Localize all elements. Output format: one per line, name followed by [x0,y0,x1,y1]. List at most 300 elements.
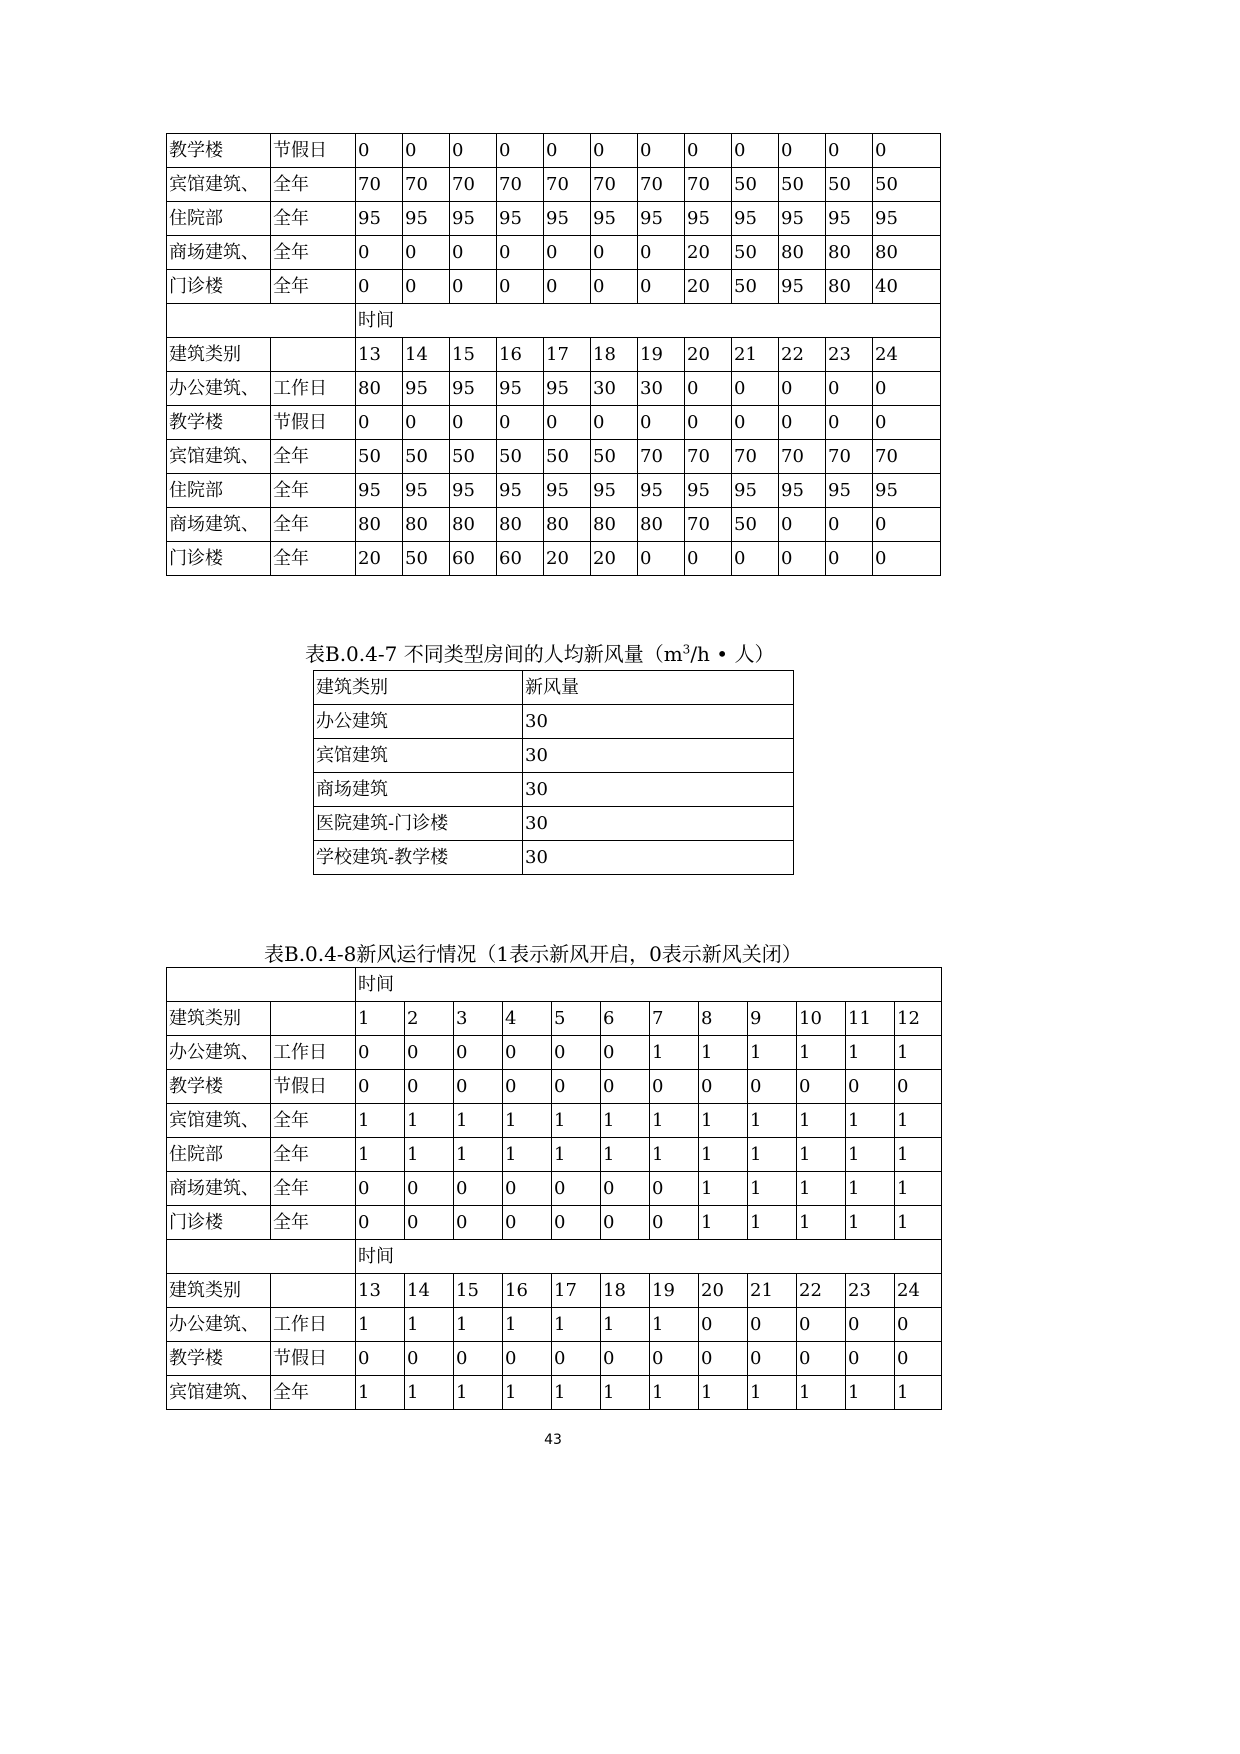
hour-cell: 16 [497,338,544,372]
value-cell: 0 [601,1172,650,1206]
value-cell: 95 [544,202,591,236]
hour-cell: 11 [846,1002,895,1036]
table8-time-row-1 [167,968,942,1036]
value-cell: 0 [732,542,779,576]
value-cell: 0 [895,1342,942,1376]
day-type-cell: 工作日 [271,1036,356,1070]
value-cell: 50 [779,168,826,202]
value-cell: 1 [650,1036,699,1070]
day-type-cell: 全年 [271,542,356,576]
value-cell: 0 [685,542,732,576]
value-cell: 0 [454,1206,503,1240]
value-cell: 1 [748,1036,797,1070]
table-row [167,304,941,338]
table-row [167,168,941,202]
value-cell: 1 [601,1308,650,1342]
day-type-cell: 30 [523,773,794,807]
value-cell: 1 [650,1138,699,1172]
value-cell: 95 [732,202,779,236]
table-row [314,841,794,875]
value-cell: 0 [732,372,779,406]
value-cell: 0 [591,270,638,304]
table-row [167,134,941,168]
building-type-cell: 办公建筑 [314,705,523,739]
value-cell: 0 [797,1342,846,1376]
blank-cell [167,968,356,1002]
value-cell: 1 [552,1308,601,1342]
value-cell: 20 [685,270,732,304]
header-label: 建筑类别 [167,1002,271,1036]
value-cell: 0 [846,1070,895,1104]
blank-cell [167,1240,356,1274]
building-type-cell: 门诊楼 [167,1206,271,1240]
value-cell: 0 [699,1070,748,1104]
value-cell: 95 [873,474,941,508]
value-cell: 1 [797,1376,846,1410]
value-cell: 0 [797,1308,846,1342]
table-row [167,1206,942,1240]
value-cell: 1 [699,1104,748,1138]
value-cell: 0 [873,542,941,576]
table7-caption-suffix: /h • 人） [690,642,775,666]
value-cell: 0 [450,406,497,440]
value-cell: 1 [454,1308,503,1342]
value-cell: 0 [552,1070,601,1104]
value-cell: 50 [826,168,873,202]
value-cell: 1 [846,1376,895,1410]
value-cell: 1 [356,1138,405,1172]
value-cell: 0 [732,134,779,168]
value-cell: 70 [732,440,779,474]
value-cell: 50 [403,440,450,474]
value-cell: 50 [403,542,450,576]
value-cell: 1 [503,1308,552,1342]
blank-cell [271,1002,356,1036]
value-cell: 0 [552,1206,601,1240]
value-cell: 95 [450,372,497,406]
fresh-air-operation-table [166,967,942,1410]
value-cell: 95 [591,202,638,236]
value-cell: 0 [779,406,826,440]
value-cell: 0 [638,270,685,304]
value-cell: 0 [685,372,732,406]
value-cell: 50 [873,168,941,202]
day-type-cell: 节假日 [271,1070,356,1104]
value-cell: 0 [748,1342,797,1376]
value-cell: 0 [748,1070,797,1104]
building-type-cell: 商场建筑 [314,773,523,807]
table-row [167,1342,942,1376]
value-cell: 0 [503,1036,552,1070]
time-label: 时间 [356,1240,942,1274]
table7-body [314,671,794,875]
hour-cell: 7 [650,1002,699,1036]
value-cell: 20 [544,542,591,576]
value-cell: 1 [748,1104,797,1138]
value-cell: 1 [356,1104,405,1138]
hour-cell: 24 [873,338,941,372]
table-row [167,1376,942,1410]
value-cell: 0 [638,542,685,576]
hour-cell: 5 [552,1002,601,1036]
time-label: 时间 [356,968,942,1002]
value-cell: 0 [601,1036,650,1070]
value-cell: 1 [699,1138,748,1172]
value-cell: 0 [454,1172,503,1206]
table7-caption-prefix: 表B.0.4-7 不同类型房间的人均新风量（m [305,642,683,666]
value-cell: 0 [779,372,826,406]
value-cell: 0 [591,406,638,440]
table-row [314,807,794,841]
value-cell: 95 [450,474,497,508]
value-cell: 0 [405,1206,454,1240]
day-type-cell: 工作日 [271,1308,356,1342]
building-type-cell: 宾馆建筑、 [167,168,271,202]
value-cell: 80 [450,508,497,542]
value-cell: 0 [650,1342,699,1376]
value-cell: 95 [356,474,403,508]
value-cell: 0 [732,406,779,440]
value-cell: 0 [454,1342,503,1376]
table-row [167,1104,942,1138]
value-cell: 95 [356,202,403,236]
hour-cell: 22 [797,1274,846,1308]
hour-cell: 17 [544,338,591,372]
blank-cell [167,304,356,338]
value-cell: 1 [699,1376,748,1410]
hour-cell: 16 [503,1274,552,1308]
table-row [167,1036,942,1070]
value-cell: 0 [544,270,591,304]
building-type-cell: 商场建筑、 [167,236,271,270]
value-cell: 95 [826,474,873,508]
value-cell: 80 [356,372,403,406]
value-cell: 1 [846,1104,895,1138]
value-cell: 70 [544,168,591,202]
table-row [167,1308,942,1342]
day-type-cell: 全年 [271,168,356,202]
value-cell: 0 [638,406,685,440]
value-cell: 0 [601,1070,650,1104]
day-type-cell: 30 [523,705,794,739]
day-type-cell: 30 [523,841,794,875]
table8-caption: 表B.0.4-8新风运行情况（1表示新风开启，0表示新风关闭） [264,942,802,966]
value-cell: 70 [450,168,497,202]
value-cell: 1 [601,1104,650,1138]
value-cell: 80 [544,508,591,542]
value-cell: 1 [454,1138,503,1172]
hour-cell: 8 [699,1002,748,1036]
value-cell: 1 [748,1138,797,1172]
value-cell: 0 [779,134,826,168]
day-type-cell: 节假日 [271,1342,356,1376]
value-cell: 40 [873,270,941,304]
value-cell: 1 [454,1376,503,1410]
building-type-cell: 住院部 [167,1138,271,1172]
fresh-air-volume-table [313,670,794,875]
day-type-cell: 全年 [271,1376,356,1410]
value-cell: 1 [503,1104,552,1138]
hour-cell: 21 [748,1274,797,1308]
building-type-cell: 商场建筑、 [167,508,271,542]
hour-cell: 23 [846,1274,895,1308]
value-cell: 1 [895,1138,942,1172]
hour-cell: 14 [405,1274,454,1308]
value-cell: 1 [503,1376,552,1410]
hour-cell: 9 [748,1002,797,1036]
value-cell: 0 [503,1070,552,1104]
value-cell: 0 [356,270,403,304]
value-cell: 1 [699,1172,748,1206]
column-header: 新风量 [523,671,794,705]
blank-cell [271,338,356,372]
value-cell: 0 [797,1070,846,1104]
value-cell: 80 [356,508,403,542]
table-row [167,542,941,576]
value-cell: 0 [552,1036,601,1070]
building-type-cell: 住院部 [167,202,271,236]
value-cell: 50 [732,236,779,270]
table-row [314,705,794,739]
value-cell: 0 [638,134,685,168]
hour-cell: 13 [356,1274,405,1308]
building-type-cell: 教学楼 [167,1342,271,1376]
value-cell: 0 [699,1342,748,1376]
table-row [167,1274,942,1308]
value-cell: 1 [405,1308,454,1342]
value-cell: 95 [873,202,941,236]
value-cell: 95 [638,474,685,508]
value-cell: 0 [405,1172,454,1206]
value-cell: 0 [873,134,941,168]
hour-cell: 3 [454,1002,503,1036]
hour-cell: 1 [356,1002,405,1036]
value-cell: 30 [638,372,685,406]
value-cell: 1 [356,1376,405,1410]
table-row [314,739,794,773]
table-row [167,1070,942,1104]
value-cell: 95 [544,372,591,406]
value-cell: 1 [552,1138,601,1172]
value-cell: 70 [826,440,873,474]
value-cell: 0 [826,134,873,168]
value-cell: 60 [497,542,544,576]
table-row [167,372,941,406]
value-cell: 1 [797,1206,846,1240]
table-row [167,270,941,304]
day-type-cell: 全年 [271,236,356,270]
value-cell: 95 [779,202,826,236]
hour-cell: 14 [403,338,450,372]
building-type-cell: 教学楼 [167,134,271,168]
day-type-cell: 全年 [271,440,356,474]
hour-cell: 6 [601,1002,650,1036]
building-type-cell: 医院建筑-门诊楼 [314,807,523,841]
header-label: 建筑类别 [167,1274,271,1308]
value-cell: 1 [650,1104,699,1138]
value-cell: 1 [846,1172,895,1206]
value-cell: 1 [405,1138,454,1172]
value-cell: 0 [450,270,497,304]
value-cell: 0 [544,134,591,168]
value-cell: 0 [552,1342,601,1376]
value-cell: 50 [732,508,779,542]
value-cell: 0 [748,1308,797,1342]
value-cell: 0 [601,1342,650,1376]
table-row [167,1002,942,1036]
value-cell: 1 [846,1138,895,1172]
column-header: 建筑类别 [314,671,523,705]
value-cell: 95 [779,270,826,304]
value-cell: 0 [650,1206,699,1240]
value-cell: 0 [405,1342,454,1376]
value-cell: 1 [895,1036,942,1070]
value-cell: 1 [405,1104,454,1138]
building-type-cell: 住院部 [167,474,271,508]
top-table-time-row [167,304,941,372]
value-cell: 0 [405,1070,454,1104]
value-cell: 0 [503,1206,552,1240]
header-label: 建筑类别 [167,338,271,372]
day-type-cell: 节假日 [271,406,356,440]
value-cell: 0 [591,236,638,270]
value-cell: 50 [732,270,779,304]
value-cell: 70 [497,168,544,202]
value-cell: 0 [403,270,450,304]
hour-cell: 18 [601,1274,650,1308]
hour-cell: 19 [650,1274,699,1308]
value-cell: 1 [748,1206,797,1240]
building-type-cell: 宾馆建筑、 [167,440,271,474]
day-type-cell: 全年 [271,1138,356,1172]
day-type-cell: 全年 [271,1172,356,1206]
time-label: 时间 [356,304,941,338]
value-cell: 95 [497,202,544,236]
table-row [167,474,941,508]
value-cell: 0 [356,1342,405,1376]
hour-cell: 2 [405,1002,454,1036]
value-cell: 70 [685,508,732,542]
value-cell: 70 [403,168,450,202]
value-cell: 1 [895,1172,942,1206]
value-cell: 0 [873,406,941,440]
value-cell: 0 [356,1172,405,1206]
hour-cell: 21 [732,338,779,372]
value-cell: 0 [454,1036,503,1070]
value-cell: 0 [450,134,497,168]
value-cell: 0 [497,270,544,304]
value-cell: 0 [779,542,826,576]
value-cell: 0 [685,406,732,440]
value-cell: 0 [403,236,450,270]
value-cell: 70 [591,168,638,202]
value-cell: 0 [450,236,497,270]
value-cell: 80 [591,508,638,542]
hour-cell: 18 [591,338,638,372]
value-cell: 1 [699,1206,748,1240]
value-cell: 95 [403,474,450,508]
value-cell: 0 [650,1070,699,1104]
value-cell: 70 [685,440,732,474]
table-row [167,236,941,270]
building-type-cell: 商场建筑、 [167,1172,271,1206]
value-cell: 80 [779,236,826,270]
value-cell: 0 [895,1308,942,1342]
table-header-row [314,671,794,705]
value-cell: 50 [497,440,544,474]
table-row [167,440,941,474]
value-cell: 95 [450,202,497,236]
value-cell: 0 [356,1206,405,1240]
value-cell: 80 [403,508,450,542]
value-cell: 1 [895,1376,942,1410]
value-cell: 70 [356,168,403,202]
value-cell: 0 [356,1070,405,1104]
day-type-cell: 全年 [271,508,356,542]
value-cell: 50 [544,440,591,474]
hour-cell: 4 [503,1002,552,1036]
value-cell: 95 [685,202,732,236]
value-cell: 70 [638,440,685,474]
value-cell: 80 [638,508,685,542]
table-row [167,508,941,542]
value-cell: 0 [356,134,403,168]
value-cell: 0 [356,1036,405,1070]
value-cell: 0 [826,372,873,406]
table-row [167,968,942,1002]
value-cell: 30 [591,372,638,406]
value-cell: 0 [552,1172,601,1206]
building-type-cell: 宾馆建筑 [314,739,523,773]
value-cell: 1 [797,1172,846,1206]
value-cell: 0 [497,134,544,168]
value-cell: 1 [601,1138,650,1172]
value-cell: 1 [748,1376,797,1410]
top-table-rows-b [167,372,941,576]
value-cell: 0 [826,508,873,542]
value-cell: 80 [826,236,873,270]
occupancy-table-continued [166,133,941,576]
value-cell: 80 [497,508,544,542]
table-row [167,1172,942,1206]
value-cell: 0 [497,236,544,270]
value-cell: 95 [497,372,544,406]
value-cell: 0 [356,406,403,440]
value-cell: 0 [601,1206,650,1240]
hour-cell: 17 [552,1274,601,1308]
value-cell: 0 [846,1342,895,1376]
value-cell: 1 [797,1036,846,1070]
table-row [167,1138,942,1172]
value-cell: 80 [873,236,941,270]
building-type-cell: 宾馆建筑、 [167,1104,271,1138]
day-type-cell: 30 [523,739,794,773]
value-cell: 95 [403,202,450,236]
value-cell: 0 [544,406,591,440]
value-cell: 1 [797,1138,846,1172]
value-cell: 0 [779,508,826,542]
value-cell: 0 [503,1342,552,1376]
value-cell: 1 [552,1104,601,1138]
value-cell: 0 [503,1172,552,1206]
table-row [314,773,794,807]
hour-cell: 13 [356,338,403,372]
value-cell: 95 [638,202,685,236]
value-cell: 0 [826,406,873,440]
top-table-rows-a [167,134,941,304]
table-row [167,202,941,236]
building-type-cell: 教学楼 [167,406,271,440]
